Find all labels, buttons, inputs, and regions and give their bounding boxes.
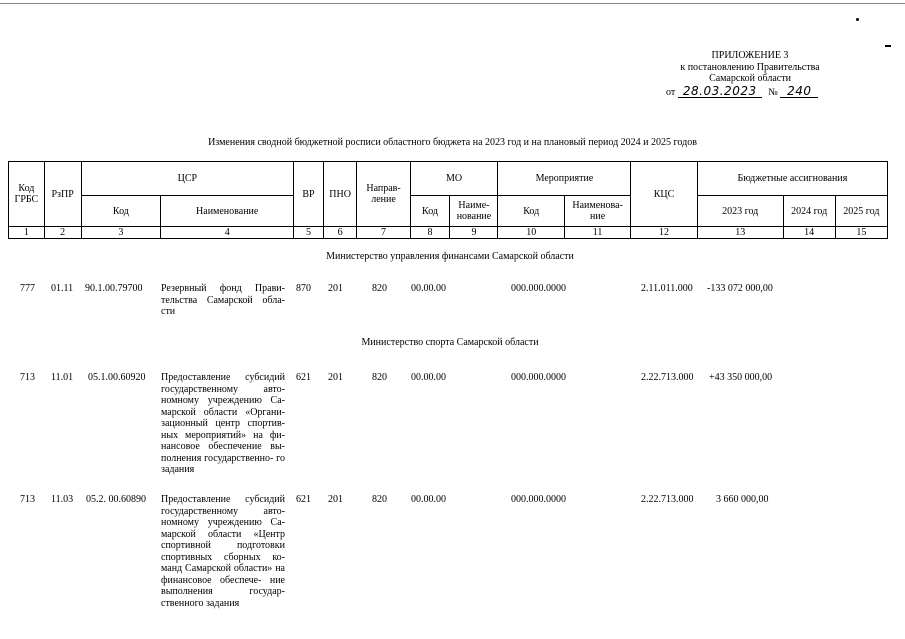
cell-vr: 870	[296, 283, 311, 294]
cell-mer: 000.000.0000	[511, 372, 566, 383]
header-mer-name: Наименова- ние	[564, 196, 630, 227]
header-table	[8, 161, 888, 239]
number-label: №	[768, 86, 778, 98]
handwritten-date: 28.03.2023	[678, 86, 762, 99]
from-label: от	[666, 86, 676, 98]
cell-mo: 00.00.00	[411, 372, 446, 383]
col-number: 15	[835, 227, 887, 239]
cell-csr: 05.1.00.60920	[88, 372, 146, 383]
header-mer-kod: Код	[498, 196, 564, 227]
handwritten-number: 240	[780, 86, 818, 99]
col-number: 8	[410, 227, 450, 239]
cell-vr: 621	[296, 494, 311, 505]
cell-vr: 621	[296, 372, 311, 383]
cell-csr: 05.2. 00.60890	[86, 494, 146, 505]
header-mo-name: Наиме- нование	[450, 196, 498, 227]
header-2023: 2023 год	[697, 196, 783, 227]
header-mo-kod: Код	[410, 196, 450, 227]
header-kcs: КЦС	[631, 162, 697, 227]
col-number: 13	[697, 227, 783, 239]
header-csr: ЦСР	[81, 162, 294, 196]
header-2025: 2025 год	[835, 196, 887, 227]
cell-grbs: 713	[20, 494, 35, 505]
col-number: 9	[450, 227, 498, 239]
col-number: 1	[9, 227, 45, 239]
cell-pno: 201	[328, 372, 343, 383]
scan-speck	[856, 18, 859, 21]
header-napr: Направ- ление	[357, 162, 410, 227]
appendix-resolution: к постановлению Правительства	[680, 61, 820, 73]
cell-napr: 820	[372, 494, 387, 505]
cell-mer: 000.000.0000	[511, 494, 566, 505]
cell-kcs: 2.22.713.000	[641, 372, 694, 383]
col-number: 11	[564, 227, 630, 239]
header-kod-grbs: Код ГРБС	[9, 162, 45, 227]
cell-name: Предоставление субсидий государственному авто- номному учреждению Са- марской области «Центр спортивной подготовки спортивных сборных ко- манд Самарской области» на финансовое обеспече- ние выполнения государ- ственного задания	[161, 494, 285, 609]
cell-name: Предоставление субсидий государственному авто- номному учреждению Са- марской области «Органи- зационный центр спортив- ных мероприятий» на фи- нансовое обеспечение вы- полнения государственно- го задания	[161, 372, 285, 475]
col-number: 3	[81, 227, 161, 239]
cell-kcs: 2.11.011.000	[641, 283, 693, 294]
header-meropriyatie: Мероприятие	[498, 162, 631, 196]
section-title: Министерство спорта Самарской области	[361, 337, 539, 348]
header-csr-kod: Код	[81, 196, 161, 227]
col-number: 6	[323, 227, 357, 239]
header-vr: ВР	[294, 162, 324, 227]
cell-kcs: 2.22.713.000	[641, 494, 694, 505]
page-top-border	[0, 3, 905, 4]
appendix-block	[640, 50, 860, 98]
header-mo: МО	[410, 162, 498, 196]
col-number: 4	[161, 227, 294, 239]
header-csr-name: Наименование	[161, 196, 294, 227]
cell-grbs: 777	[20, 283, 35, 294]
col-number: 10	[498, 227, 564, 239]
cell-pno: 201	[328, 283, 343, 294]
document-title: Изменения сводной бюджетной росписи областного бюджета на 2023 год и на плановый период 2024 и 2025 годов	[208, 137, 697, 148]
cell-2023: -133 072 000,00	[707, 283, 773, 294]
cell-2023: +43 350 000,00	[709, 372, 773, 383]
col-number: 5	[294, 227, 324, 239]
cell-mo: 00.00.00	[411, 494, 446, 505]
cell-grbs: 713	[20, 372, 35, 383]
col-number: 12	[631, 227, 697, 239]
cell-mer: 000.000.0000	[511, 283, 566, 294]
cell-pno: 201	[328, 494, 343, 505]
header-rzpr: РзПР	[44, 162, 81, 227]
header-2024: 2024 год	[783, 196, 835, 227]
cell-napr: 820	[372, 372, 387, 383]
cell-mo: 00.00.00	[411, 283, 446, 294]
cell-rzpr: 11.03	[51, 494, 74, 505]
scan-mark	[885, 45, 891, 47]
cell-2023: 3 660 000,00	[716, 494, 769, 505]
header-budget: Бюджетные ассигнования	[697, 162, 887, 196]
cell-rzpr: 01.11	[51, 283, 74, 294]
appendix-date-row	[640, 83, 860, 99]
cell-napr: 820	[372, 283, 387, 294]
cell-name: Резервный фонд Прави- тельства Самарской обла- сти	[161, 283, 285, 317]
section-title: Министерство управления финансами Самарской области	[326, 251, 574, 262]
header-pno: ПНО	[323, 162, 357, 227]
appendix-region: Самарской области	[709, 73, 791, 84]
cell-rzpr: 11.01	[51, 372, 74, 383]
cell-csr: 90.1.00.79700	[85, 283, 143, 294]
appendix-title: ПРИЛОЖЕНИЕ 3	[711, 50, 789, 61]
col-number: 2	[44, 227, 81, 239]
col-number: 7	[357, 227, 410, 239]
col-number: 14	[783, 227, 835, 239]
